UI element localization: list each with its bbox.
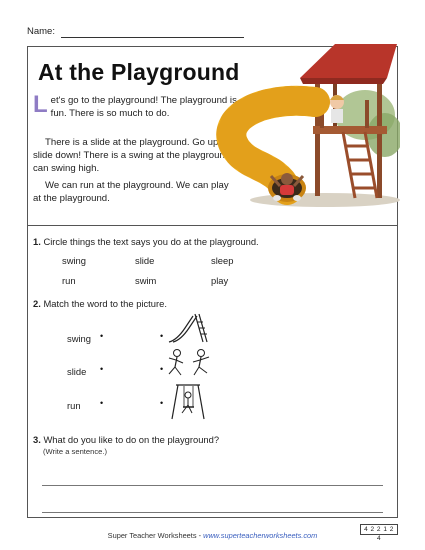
question-1-number: 1. [33,236,41,247]
question-3-text: What do you like to do on the playground? [43,434,220,445]
story-paragraph-1 [33,91,239,120]
q1-word-run[interactable]: run [62,275,76,286]
question-2 [33,298,167,309]
match-word-slide: slide [67,366,87,377]
story-title: At the Playground [38,59,240,85]
match-dot-picture-1[interactable]: • [160,331,164,341]
q1-word-sleep[interactable]: sleep [211,255,234,266]
q1-word-swing[interactable]: swing [62,255,86,266]
match-word-swing: swing [67,333,91,344]
q1-word-play[interactable]: play [211,275,229,286]
question-1-text: Circle things the text says you do at the playground. [43,236,259,247]
question-3-note: (Write a sentence.) [43,447,108,456]
drop-cap-letter: L [33,91,48,118]
running-children-picture [165,348,215,380]
question-3 [33,434,219,445]
footer-brand: Super Teacher Worksheets [107,531,197,540]
match-dot-word-1[interactable]: • [100,331,104,341]
story-paragraph-2: There is a slide at the playground. Go up and slide down! There is a swing at the playground. I can swing high. [33,137,239,175]
match-dot-picture-3[interactable]: • [160,398,164,408]
story-paragraph-3: We can run at the playground. We can play at the playground. [33,180,229,205]
section-divider [27,225,398,226]
name-label: Name: [27,26,55,37]
question-2-text: Match the word to the picture. [43,298,167,309]
question-1 [33,236,259,247]
match-dot-word-3[interactable]: • [100,398,104,408]
answer-line-1[interactable] [42,485,383,486]
question-2-number: 2. [33,298,41,309]
q1-word-slide[interactable]: slide [135,255,155,266]
question-3-number: 3. [33,434,41,445]
match-word-run: run [67,400,81,411]
paragraph-1-text: et's go to the playground! The playground is fun. There is so much to do. [50,95,237,120]
swing-picture [168,383,208,421]
match-dot-word-2[interactable]: • [100,364,104,374]
footer-website-link[interactable]: www.superteacherworksheets.com [203,531,318,540]
worksheet-code: 4 2 2 1 2 4 [360,524,398,535]
playground-illustration [215,40,400,210]
footer-separator: - [196,531,204,540]
q1-word-swim[interactable]: swim [135,275,157,286]
match-dot-picture-2[interactable]: • [160,364,164,374]
name-write-line[interactable] [61,37,244,38]
slide-picture [167,310,211,344]
answer-line-2[interactable] [42,512,383,513]
